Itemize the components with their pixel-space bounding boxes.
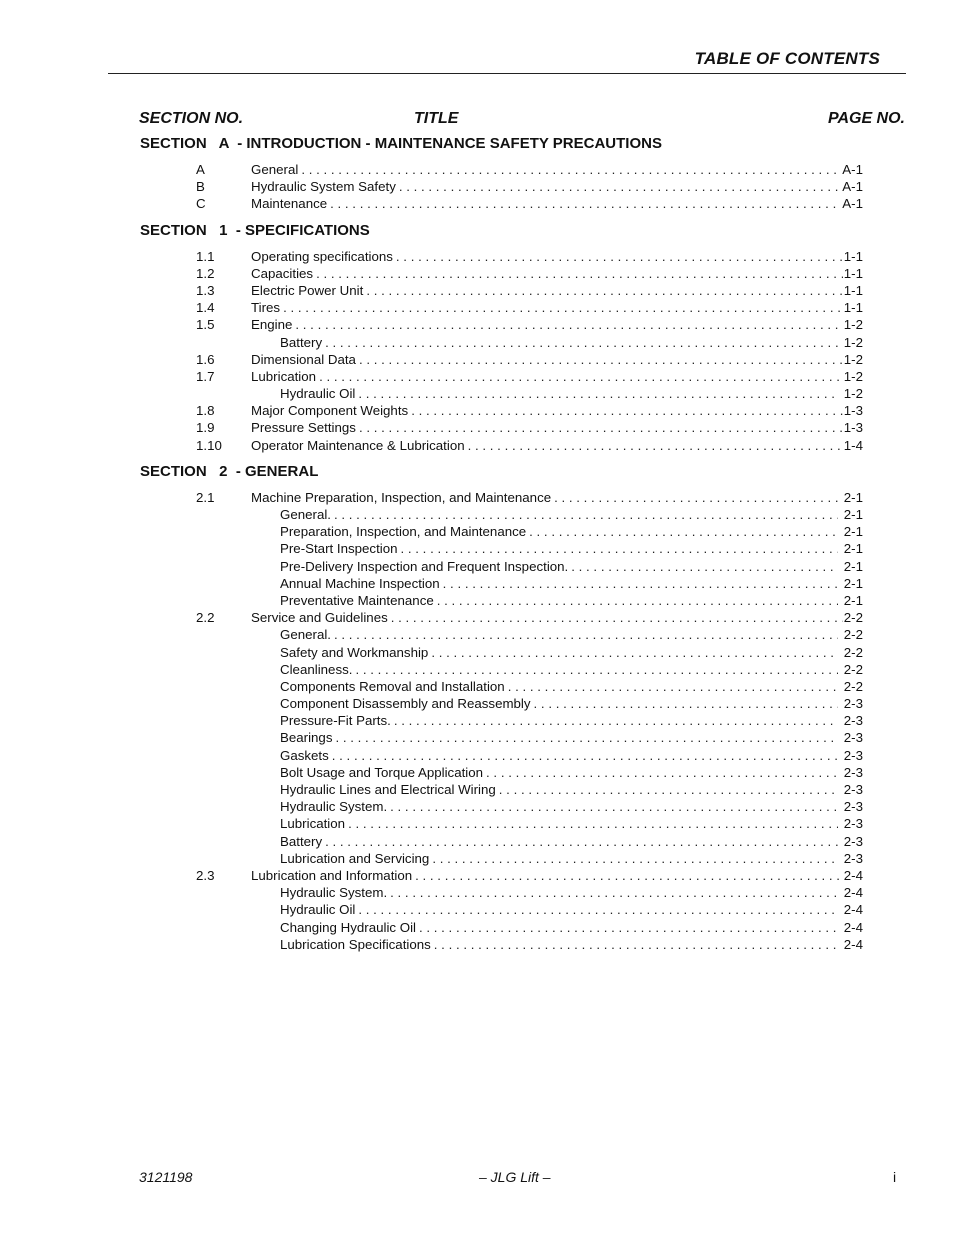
- entry-title: Dimensional Data: [251, 351, 356, 367]
- dot-leader: [319, 368, 843, 385]
- entry-title: Hydraulic System.: [280, 799, 388, 815]
- entry-title: Battery: [280, 833, 323, 849]
- toc-subentry[interactable]: [140, 334, 863, 351]
- entry-page: 2-3: [843, 713, 863, 729]
- entry-page: 2-3: [843, 747, 863, 763]
- toc-subentry[interactable]: [140, 558, 863, 575]
- entry-number: 1.10: [196, 437, 222, 453]
- entry-page: 2-3: [843, 730, 863, 746]
- entry-page: 1-3: [843, 403, 863, 419]
- entry-title: Capacities: [251, 265, 314, 281]
- toc-entry[interactable]: [140, 489, 863, 506]
- toc-subentry[interactable]: [140, 385, 863, 402]
- entry-number: 1.6: [196, 351, 215, 367]
- toc-entry[interactable]: [140, 195, 863, 212]
- dot-leader: [295, 316, 842, 333]
- dot-leader: [355, 661, 837, 678]
- toc-subentry[interactable]: [140, 540, 863, 557]
- entry-title: Components Removal and Installation: [280, 678, 505, 694]
- dot-leader: [415, 867, 843, 884]
- entry-title: Operating specifications: [251, 248, 393, 264]
- dot-leader: [508, 678, 838, 695]
- entry-title: Bearings: [280, 730, 333, 746]
- entry-page: 2-3: [843, 782, 863, 797]
- dot-leader: [431, 644, 837, 661]
- entry-title: Hydraulic System Safety: [251, 179, 396, 195]
- entry-page: A-1: [842, 196, 863, 212]
- toc-subentry[interactable]: [140, 919, 863, 936]
- entry-page: 1-1: [843, 300, 863, 316]
- toc-subentry[interactable]: [140, 523, 863, 540]
- dot-leader: [419, 919, 838, 936]
- entry-title: Safety and Workmanship: [280, 644, 429, 660]
- entry-number: 2.3: [196, 867, 215, 883]
- dot-leader: [411, 402, 843, 419]
- entry-title: Hydraulic System.: [280, 885, 388, 901]
- entry-page: A-1: [842, 162, 863, 177]
- entry-title: Lubrication Specifications: [280, 936, 431, 952]
- entry-page: 2-3: [843, 833, 863, 849]
- toc-subentry[interactable]: [140, 781, 863, 798]
- entry-number: 2.2: [196, 610, 215, 626]
- dot-leader: [554, 489, 843, 506]
- footer-brand: – JLG Lift –: [479, 1169, 551, 1185]
- entry-title: Lubrication and Servicing: [280, 850, 430, 866]
- entry-title: Hydraulic Oil: [280, 386, 356, 402]
- entry-page: 2-2: [843, 661, 863, 677]
- toc-entry[interactable]: [140, 368, 863, 385]
- entry-title: Hydraulic Lines and Electrical Wiring: [280, 782, 496, 797]
- entry-page: 1-1: [843, 282, 863, 298]
- dot-leader: [358, 901, 837, 918]
- entry-number: 1.2: [196, 265, 215, 281]
- toc-subentry[interactable]: [140, 850, 863, 867]
- entry-title: Service and Guidelines: [251, 610, 388, 626]
- entry-page: 2-4: [843, 885, 863, 901]
- entry-page: 2-3: [843, 696, 863, 712]
- dot-leader: [468, 437, 843, 454]
- entry-title: Maintenance: [251, 196, 328, 212]
- section-heading: SECTION 1 - SPECIFICATIONS: [140, 221, 370, 239]
- entry-title: General.: [280, 627, 331, 643]
- entry-title: Engine: [251, 317, 293, 333]
- toc-subentry[interactable]: [140, 678, 863, 695]
- toc-subentry[interactable]: [140, 695, 863, 712]
- dot-leader: [316, 265, 843, 282]
- entry-page: 1-2: [843, 351, 863, 367]
- section-heading: SECTION 2 - GENERAL: [140, 462, 319, 480]
- entry-number: 1.7: [196, 368, 215, 384]
- column-header-section: SECTION NO.: [139, 110, 244, 127]
- dot-leader: [394, 712, 838, 729]
- entry-title: Battery: [280, 334, 323, 350]
- toc-entry[interactable]: [140, 299, 863, 316]
- entry-page: 1-1: [843, 248, 863, 264]
- entry-page: 2-4: [843, 902, 863, 918]
- toc-subentry[interactable]: [140, 712, 863, 729]
- entry-title: Bolt Usage and Torque Application: [280, 764, 484, 780]
- entry-page: A-1: [842, 179, 863, 195]
- footer-page-number: i: [893, 1169, 897, 1185]
- toc-subentry[interactable]: [140, 506, 863, 523]
- entry-page: 2-1: [843, 489, 863, 505]
- entry-page: 2-3: [843, 816, 863, 832]
- entry-page: 2-1: [843, 524, 863, 540]
- entry-title: General.: [280, 507, 331, 522]
- dot-leader: [437, 592, 838, 609]
- entry-number: 1.1: [196, 248, 215, 264]
- entry-page: 2-1: [843, 541, 863, 557]
- toc-entry[interactable]: [140, 265, 863, 282]
- dot-leader: [348, 815, 838, 832]
- entry-page: 1-3: [843, 420, 863, 436]
- toc-entry[interactable]: [140, 316, 863, 333]
- entry-number: 2.1: [196, 489, 215, 505]
- toc-subentry[interactable]: [140, 901, 863, 918]
- entry-title: Lubrication: [251, 368, 317, 384]
- entry-number: C: [196, 196, 206, 212]
- dot-leader: [529, 523, 838, 540]
- dot-leader: [359, 351, 843, 368]
- entry-number: A: [196, 162, 205, 177]
- toc-subentry[interactable]: [140, 936, 863, 953]
- entry-page: 2-2: [843, 610, 863, 626]
- toc-subentry[interactable]: [140, 833, 863, 850]
- entry-page: 1-2: [843, 334, 863, 350]
- entry-title: Pre-Delivery Inspection and Frequent Inspection.: [280, 558, 569, 574]
- toc-entry[interactable]: [140, 609, 863, 626]
- toc-entry[interactable]: [140, 437, 863, 454]
- entry-page: 2-2: [843, 644, 863, 660]
- toc-entry[interactable]: [140, 161, 863, 178]
- entry-page: 2-3: [843, 850, 863, 866]
- page-header-title: TABLE OF CONTENTS: [694, 49, 880, 68]
- toc-subentry[interactable]: [140, 661, 863, 678]
- footer-doc-number: 3121198: [139, 1169, 193, 1185]
- toc-subentry[interactable]: [140, 729, 863, 746]
- entry-title: Pre-Start Inspection: [280, 541, 398, 557]
- dot-leader: [499, 781, 838, 798]
- entry-title: Machine Preparation, Inspection, and Maintenance: [251, 489, 552, 505]
- entry-number: 1.8: [196, 403, 215, 419]
- toc-subentry[interactable]: [140, 592, 863, 609]
- dot-leader: [390, 884, 838, 901]
- entry-page: 1-2: [843, 386, 863, 402]
- toc-section: [140, 221, 863, 454]
- entry-title: Major Component Weights: [251, 403, 409, 419]
- toc-subentry[interactable]: [140, 884, 863, 901]
- dot-leader: [434, 936, 838, 953]
- entry-title: Pressure Settings: [251, 420, 356, 436]
- entry-number: 1.3: [196, 282, 215, 298]
- entry-title: Hydraulic Oil: [280, 902, 356, 918]
- toc-entry[interactable]: [140, 419, 863, 436]
- toc-section: [140, 134, 863, 213]
- table-of-contents: [140, 134, 863, 953]
- dot-leader: [534, 695, 838, 712]
- entry-title: Gaskets: [280, 747, 329, 763]
- entry-title: Preparation, Inspection, and Maintenance: [280, 524, 527, 540]
- toc-subentry[interactable]: [140, 644, 863, 661]
- dot-leader: [390, 798, 838, 815]
- toc-entry[interactable]: [140, 248, 863, 265]
- entry-page: 2-4: [843, 867, 863, 883]
- entry-page: 1-1: [843, 265, 863, 281]
- dot-leader: [486, 764, 838, 781]
- dot-leader: [443, 575, 838, 592]
- dot-leader: [334, 506, 838, 523]
- entry-page: 2-3: [843, 764, 863, 780]
- toc-entry[interactable]: [140, 282, 863, 299]
- entry-title: Operator Maintenance & Lubrication: [251, 437, 465, 453]
- entry-page: 1-2: [843, 317, 863, 333]
- entry-page: 2-2: [843, 678, 863, 694]
- dot-leader: [366, 282, 842, 299]
- toc-subentry[interactable]: [140, 764, 863, 781]
- entry-title: Electric Power Unit: [251, 282, 364, 298]
- dot-leader: [391, 609, 843, 626]
- toc-entry[interactable]: [140, 867, 863, 884]
- entry-page: 2-2: [843, 627, 863, 643]
- entry-title: Tires: [251, 300, 281, 316]
- entry-page: 2-1: [843, 575, 863, 591]
- dot-leader: [335, 729, 837, 746]
- entry-page: 2-4: [843, 936, 863, 952]
- dot-leader: [432, 850, 837, 867]
- dot-leader: [325, 334, 838, 351]
- toc-subentry[interactable]: [140, 798, 863, 815]
- entry-page: 2-1: [843, 592, 863, 608]
- entry-page: 2-4: [843, 919, 863, 935]
- entry-page: 2-3: [843, 799, 863, 815]
- toc-entry[interactable]: [140, 351, 863, 368]
- entry-title: General: [251, 162, 299, 177]
- entry-page: 2-1: [843, 507, 863, 522]
- dot-leader: [330, 195, 841, 212]
- column-header-page: PAGE NO.: [827, 110, 905, 127]
- entry-title: Lubrication: [280, 816, 346, 832]
- section-heading: SECTION A - INTRODUCTION - MAINTENANCE SAFETY PRECAUTIONS: [140, 135, 662, 152]
- entry-number: 1.4: [196, 300, 215, 316]
- entry-number: B: [196, 179, 205, 195]
- toc-subentry[interactable]: [140, 815, 863, 832]
- toc-subentry[interactable]: [140, 626, 863, 643]
- entry-title: Cleanliness.: [280, 661, 353, 677]
- entry-title: Changing Hydraulic Oil: [280, 919, 416, 935]
- entry-title: Lubrication and Information: [251, 867, 413, 883]
- entry-title: Pressure-Fit Parts.: [280, 713, 391, 729]
- dot-leader: [399, 178, 841, 195]
- dot-leader: [358, 385, 837, 402]
- dot-leader: [334, 626, 838, 643]
- entry-title: Annual Machine Inspection: [280, 575, 440, 591]
- dot-leader: [283, 299, 843, 316]
- toc-entry[interactable]: [140, 402, 863, 419]
- dot-leader: [359, 419, 843, 436]
- entry-page: 1-2: [843, 368, 863, 384]
- dot-leader: [325, 833, 838, 850]
- header-rule: [108, 73, 906, 74]
- toc-entry[interactable]: [140, 178, 863, 195]
- entry-number: 1.5: [196, 317, 215, 333]
- toc-subentry[interactable]: [140, 575, 863, 592]
- entry-page: 1-4: [843, 437, 863, 453]
- entry-number: 1.9: [196, 420, 215, 436]
- column-header-title: TITLE: [414, 110, 459, 127]
- dot-leader: [301, 161, 841, 178]
- toc-subentry[interactable]: [140, 747, 863, 764]
- entry-title: Component Disassembly and Reassembly: [280, 696, 531, 712]
- dot-leader: [396, 248, 843, 265]
- dot-leader: [571, 558, 838, 575]
- dot-leader: [401, 540, 838, 557]
- entry-page: 2-1: [843, 558, 863, 574]
- dot-leader: [332, 747, 838, 764]
- toc-section: [140, 462, 863, 953]
- entry-title: Preventative Maintenance: [280, 592, 434, 608]
